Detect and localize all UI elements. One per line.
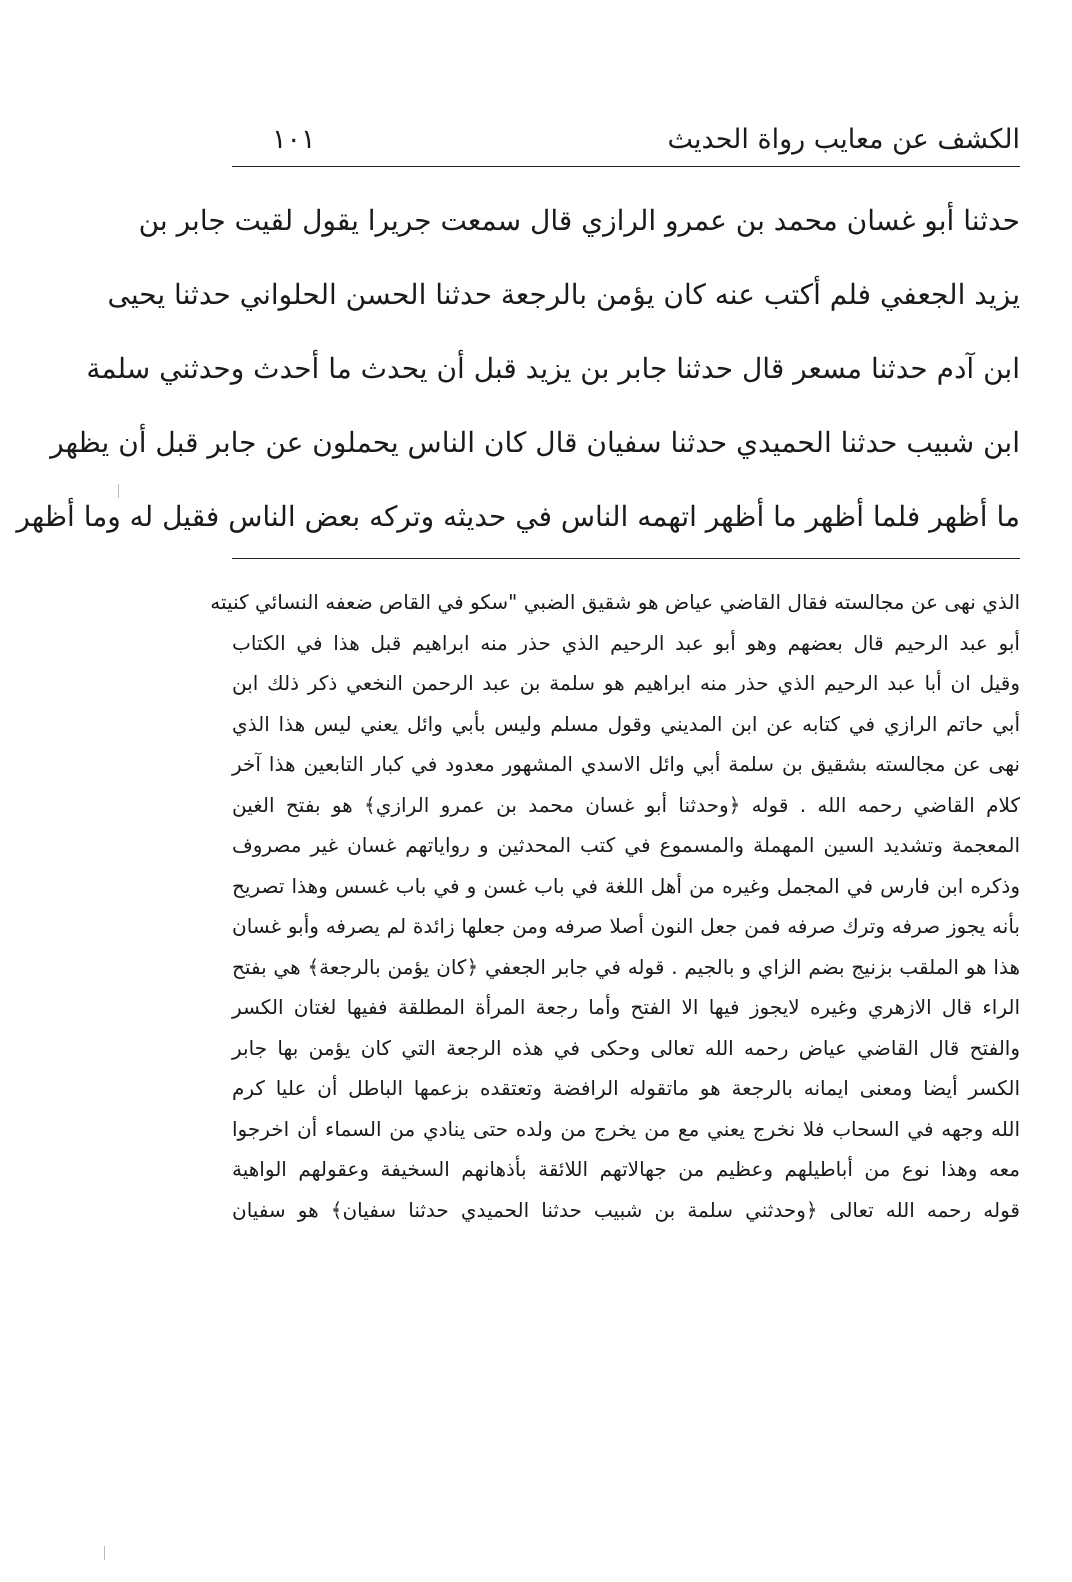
hadith-text	[16, 184, 1020, 554]
commentary-line: هذا هو الملقب بزنيج بضم الزاي و بالجيم . قوله في جابر الجعفي ﴿كان يؤمن بالرجعة﴾ هي بفتح	[232, 954, 1020, 979]
commentary-line: أبو عبد الرحيم قال بعضهم وهو أبو عبد الرحيم الذي حذر منه ابراهيم قبل هذا في الكتاب	[232, 630, 1020, 655]
commentary-line: أبي حاتم الرازي في كتابه عن ابن المديني وقول مسلم وليس بأبي وائل يعني ليس هذا الذي	[232, 711, 1020, 736]
commentary-line: نهى عن مجالسته بشقيق بن سلمة أبي وائل الاسدي المشهور معدود في كبار التابعين هذا آخر	[232, 752, 1020, 776]
header-rule	[232, 166, 1020, 167]
commentary-line: وذكره ابن فارس في المجمل وغيره من أهل اللغة في باب غسن و في باب غسس وهذا تصريح	[232, 873, 1020, 898]
page-number: ١٠١	[272, 124, 316, 155]
hadith-line: حدثنا أبو غسان محمد بن عمرو الرازي قال سمعت جريرا يقول لقيت جابر بن	[138, 204, 1020, 237]
hadith-line: ما أظهر فلما أظهر ما أظهر اتهمه الناس في حديثه وتركه بعض الناس فقيل له وما أظهر	[16, 500, 1020, 533]
commentary-line: بأنه يجوز صرفه وترك صرفه فمن جعل النون أصلا صرفه ومن جعلها زائدة لم يصرفه وأبو غسان	[232, 914, 1020, 938]
hadith-line: يزيد الجعفي فلم أكتب عنه كان يؤمن بالرجعة حدثنا الحسن الحلواني حدثنا يحيى	[107, 278, 1020, 311]
commentary-line: قوله رحمه الله تعالى ﴿وحدثني سلمة بن شبيب حدثنا الحميدي حدثنا سفيان﴾ هو سفيان	[232, 1197, 1020, 1222]
commentary-line: معه وهذا نوع من أباطيلهم وعظيم من جهالاتهم اللائقة بأذهانهم السخيفة وعقولهم الواهية	[232, 1157, 1020, 1181]
commentary-line: والفتح قال القاضي عياض رحمه الله تعالى وحكى في هذه الرجعة التي كان يؤمن بها جابر	[232, 1035, 1020, 1060]
commentary-line: الله وجهه في السحاب فلا نخرج يعني مع من يخرج من ولده حتى ينادي من السماء أن اخرجوا	[232, 1116, 1020, 1141]
hadith-line: ابن آدم حدثنا مسعر قال حدثنا جابر بن يزيد قبل أن يحدث ما أحدث وحدثني سلمة	[86, 352, 1020, 385]
commentary-line: كلام القاضي رحمه الله . قوله ﴿وحدثنا أبو غسان محمد بن عمرو الرازي﴾ هو بفتح الغين	[232, 792, 1020, 817]
separator-rule	[232, 558, 1020, 559]
commentary-line: الذي نهى عن مجالسته فقال القاضي عياض هو شقيق الضبي "سكو في القاص ضعفه النسائي كنيته	[210, 590, 1020, 614]
commentary-line: الراء قال الازهري وغيره لايجوز فيها الا الفتح وأما رجعة المرأة المطلقة ففيها لغتان الكسر	[232, 995, 1020, 1019]
scan-mark	[118, 484, 119, 498]
hadith-line: ابن شبيب حدثنا الحميدي حدثنا سفيان قال كان الناس يحملون عن جابر قبل أن يظهر	[50, 426, 1020, 459]
commentary-line: المعجمة وتشديد السين المهملة والمسموع في كتب المحدثين و رواياتهم غسان غير مصروف	[232, 833, 1020, 857]
running-title: الكشف عن معايب رواة الحديث	[667, 124, 1020, 155]
commentary-text	[210, 582, 1020, 1230]
commentary-line: وقيل ان أبا عبد الرحيم الذي حذر منه ابراهيم هو سلمة بن عبد الرحمن النخعي ذكر ذلك ابن	[232, 671, 1020, 695]
commentary-line: الكسر أيضا ومعنى ايمانه بالرجعة هو ماتقوله الرافضة وتعتقده بزعمها الباطل أن عليا كرم	[232, 1076, 1020, 1100]
scan-mark	[104, 1546, 105, 1560]
